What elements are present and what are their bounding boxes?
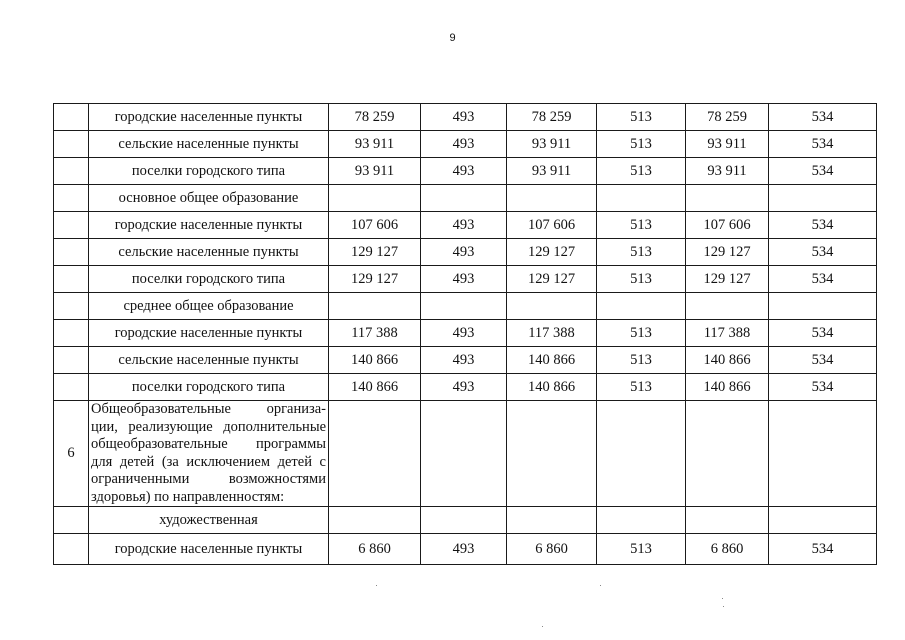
value-cell: 513: [597, 266, 686, 293]
organisation-description-line: Общеобразовательные организа-: [91, 401, 326, 417]
value-cell: 493: [421, 212, 507, 239]
table-subsection-row: [54, 507, 877, 534]
value-cell: [597, 401, 686, 507]
settlement-type-cell: сельские населенные пункты: [89, 347, 329, 374]
value-cell: 117 388: [507, 320, 597, 347]
value-cell: [507, 293, 597, 320]
settlement-type-cell: сельские населенные пункты: [89, 131, 329, 158]
settlement-type-cell: городские населенные пункты: [89, 212, 329, 239]
value-cell: 513: [597, 104, 686, 131]
value-cell: 534: [769, 239, 877, 266]
row-number-cell: [54, 212, 89, 239]
settlement-type-cell: поселки городского типа: [89, 158, 329, 185]
value-cell: 493: [421, 266, 507, 293]
value-cell: 140 866: [686, 347, 769, 374]
value-cell: 140 866: [507, 374, 597, 401]
value-cell: [507, 401, 597, 507]
table-row: [54, 534, 877, 565]
value-cell: [769, 293, 877, 320]
value-cell: 493: [421, 158, 507, 185]
value-cell: 107 606: [507, 212, 597, 239]
value-cell: [421, 293, 507, 320]
value-cell: 93 911: [329, 158, 421, 185]
value-cell: [597, 185, 686, 212]
value-cell: 493: [421, 374, 507, 401]
value-cell: 513: [597, 158, 686, 185]
value-cell: [421, 507, 507, 534]
settlement-type-cell: поселки городского типа: [89, 266, 329, 293]
row-number-cell: [54, 347, 89, 374]
value-cell: 534: [769, 266, 877, 293]
table-row: [54, 131, 877, 158]
value-cell: 93 911: [507, 158, 597, 185]
value-cell: [769, 507, 877, 534]
row-number-cell: [54, 158, 89, 185]
value-cell: 140 866: [507, 347, 597, 374]
value-cell: 129 127: [329, 239, 421, 266]
value-cell: 140 866: [686, 374, 769, 401]
value-cell: [769, 401, 877, 507]
value-cell: [507, 185, 597, 212]
settlement-type-cell: поселки городского типа: [89, 374, 329, 401]
table-row: [54, 239, 877, 266]
value-cell: [329, 507, 421, 534]
value-cell: 78 259: [686, 104, 769, 131]
settlement-type-cell: городские населенные пункты: [89, 320, 329, 347]
table-row: [54, 212, 877, 239]
row-number-cell: [54, 104, 89, 131]
scan-speck: [542, 626, 543, 627]
value-cell: 534: [769, 347, 877, 374]
value-cell: 6 860: [329, 534, 421, 565]
value-cell: 493: [421, 104, 507, 131]
value-cell: 107 606: [686, 212, 769, 239]
value-cell: 117 388: [686, 320, 769, 347]
organisation-description-line: здоровья) по направленностям:: [91, 488, 285, 505]
table-row: [54, 347, 877, 374]
settlement-type-cell: городские населенные пункты: [89, 534, 329, 565]
section-label: среднее общее образование: [89, 293, 329, 320]
table-row: [54, 158, 877, 185]
value-cell: 513: [597, 212, 686, 239]
value-cell: 93 911: [686, 131, 769, 158]
scan-speck: [600, 585, 601, 586]
value-cell: [421, 401, 507, 507]
row-number-cell: [54, 320, 89, 347]
value-cell: 513: [597, 347, 686, 374]
row-number-cell: [54, 374, 89, 401]
scan-speck: [723, 606, 724, 607]
subsection-label: художественная: [89, 507, 329, 534]
row-number-cell: [54, 239, 89, 266]
row-number-cell: 6: [54, 401, 89, 507]
table-section-row: [54, 185, 877, 212]
value-cell: 129 127: [329, 266, 421, 293]
value-cell: [329, 293, 421, 320]
value-cell: 129 127: [507, 266, 597, 293]
value-cell: 493: [421, 239, 507, 266]
settlement-type-cell: сельские населенные пункты: [89, 239, 329, 266]
value-cell: [597, 507, 686, 534]
value-cell: 129 127: [686, 266, 769, 293]
value-cell: 6 860: [507, 534, 597, 565]
value-cell: 493: [421, 347, 507, 374]
value-cell: [686, 507, 769, 534]
page-number: 9: [449, 32, 456, 44]
row-number-cell: [54, 185, 89, 212]
value-cell: 93 911: [329, 131, 421, 158]
row-number-cell: [54, 293, 89, 320]
value-cell: 6 860: [686, 534, 769, 565]
value-cell: 534: [769, 131, 877, 158]
value-cell: 513: [597, 534, 686, 565]
value-cell: 129 127: [686, 239, 769, 266]
value-cell: 534: [769, 534, 877, 565]
value-cell: 534: [769, 212, 877, 239]
value-cell: 534: [769, 104, 877, 131]
organisation-description-line: ции, реализующие дополнительные: [91, 418, 326, 435]
value-cell: [421, 185, 507, 212]
row-number-cell: [54, 131, 89, 158]
value-cell: [686, 293, 769, 320]
value-cell: 493: [421, 131, 507, 158]
table-row: [54, 374, 877, 401]
table-row: [54, 104, 877, 131]
value-cell: [507, 507, 597, 534]
row-number-cell: [54, 534, 89, 565]
value-cell: 513: [597, 239, 686, 266]
table-row: [54, 266, 877, 293]
organisation-description-line: для детей (за исключением детей с: [91, 453, 326, 470]
organisation-description-line: ограниченными возможностями: [91, 471, 326, 487]
value-cell: 534: [769, 320, 877, 347]
value-cell: [686, 401, 769, 507]
settlement-type-cell: городские населенные пункты: [89, 104, 329, 131]
value-cell: 78 259: [329, 104, 421, 131]
value-cell: 93 911: [507, 131, 597, 158]
value-cell: 107 606: [329, 212, 421, 239]
value-cell: [597, 293, 686, 320]
value-cell: 534: [769, 374, 877, 401]
value-cell: [769, 185, 877, 212]
scan-speck: [376, 585, 377, 586]
value-cell: [329, 401, 421, 507]
organisation-description: [89, 401, 329, 507]
value-cell: 140 866: [329, 374, 421, 401]
section-label: основное общее образование: [89, 185, 329, 212]
value-cell: [329, 185, 421, 212]
value-cell: 140 866: [329, 347, 421, 374]
table-row-organisation: [54, 401, 877, 507]
value-cell: 493: [421, 534, 507, 565]
value-cell: 513: [597, 131, 686, 158]
tariff-table: [53, 103, 877, 565]
value-cell: 513: [597, 320, 686, 347]
row-number-cell: [54, 507, 89, 534]
organisation-description-line: общеобразовательные программы: [91, 436, 326, 452]
value-cell: 93 911: [686, 158, 769, 185]
value-cell: 129 127: [507, 239, 597, 266]
value-cell: 78 259: [507, 104, 597, 131]
value-cell: 534: [769, 158, 877, 185]
table-row: [54, 320, 877, 347]
value-cell: 493: [421, 320, 507, 347]
value-cell: [686, 185, 769, 212]
scan-speck: [722, 598, 723, 599]
row-number-cell: [54, 266, 89, 293]
value-cell: 117 388: [329, 320, 421, 347]
value-cell: 513: [597, 374, 686, 401]
table-section-row: [54, 293, 877, 320]
